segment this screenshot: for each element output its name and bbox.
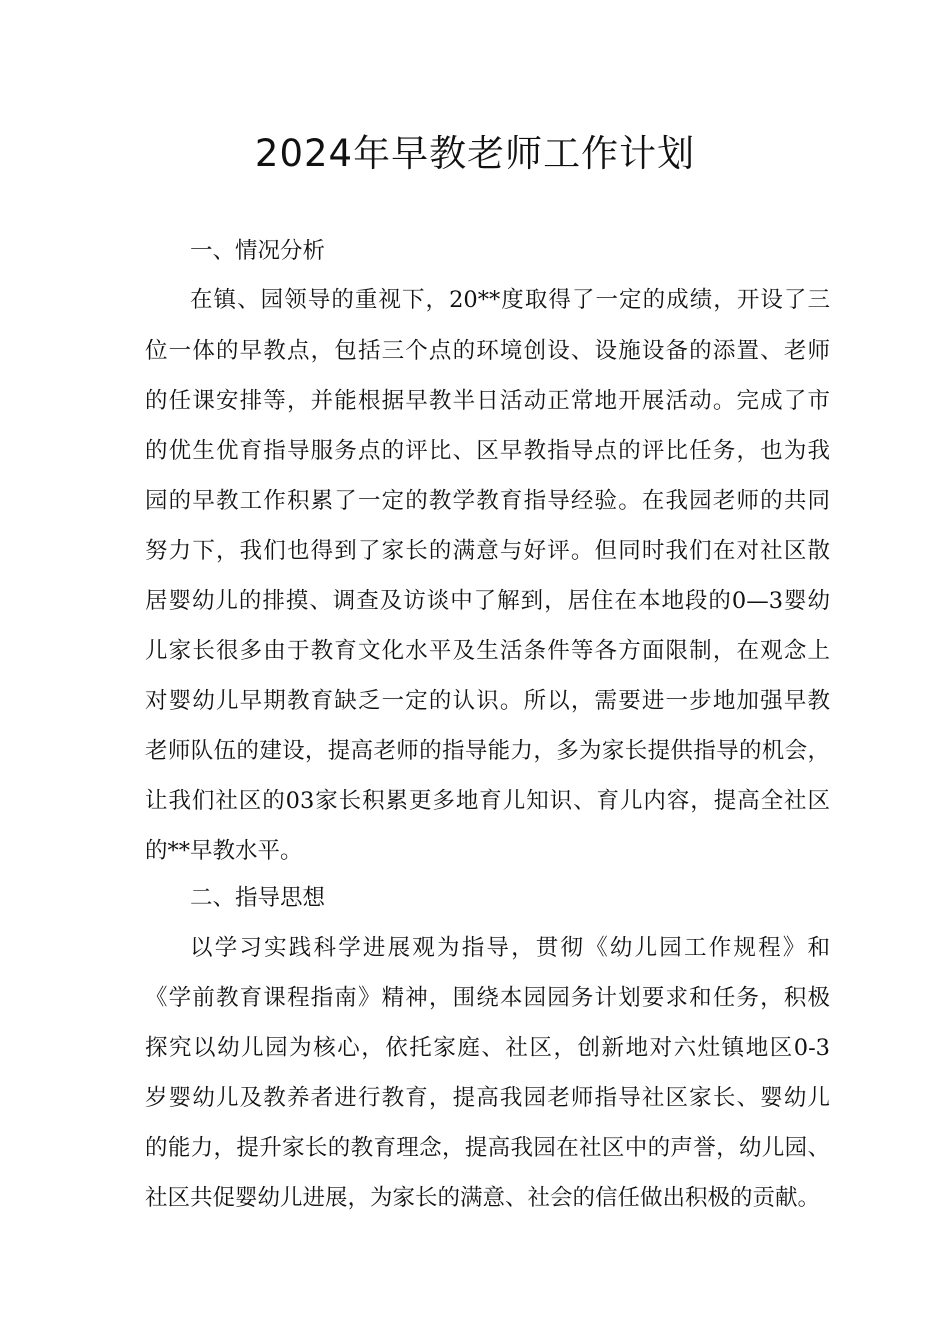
- paragraph-line: 的优生优育指导服务点的评比、区早教指导点的评比任务，也为我: [145, 438, 830, 464]
- section-heading-guiding-ideology: 二、指导思想: [190, 885, 326, 911]
- paragraph-line: 《学前教育课程指南》精神，围绕本园园务计划要求和任务，积极: [145, 985, 830, 1011]
- paragraph-line: 位一体的早教点，包括三个点的环境创设、设施设备的添置、老师: [145, 338, 830, 364]
- section-heading-situation-analysis: 一、情况分析: [190, 238, 326, 264]
- paragraph-line: 努力下，我们也得到了家长的满意与好评。但同时我们在对社区散: [145, 538, 830, 564]
- paragraph-line: 的能力，提升家长的教育理念，提高我园在社区中的声誉，幼儿园、: [145, 1135, 830, 1161]
- paragraph-line: 社区共促婴幼儿进展，为家长的满意、社会的信任做出积极的贡献。: [145, 1185, 821, 1211]
- paragraph-line: 以学习实践科学进展观为指导，贯彻《幼儿园工作规程》和: [190, 935, 830, 961]
- paragraph-line: 在镇、园领导的重视下，20**度取得了一定的成绩，开设了三: [190, 287, 830, 313]
- document-title: 2024年早教老师工作计划: [254, 132, 696, 175]
- paragraph-line: 探究以幼儿园为核心，依托家庭、社区，创新地对六灶镇地区0-3: [145, 1035, 830, 1061]
- paragraph-line: 岁婴幼儿及教养者进行教育，提高我园老师指导社区家长、婴幼儿: [145, 1085, 830, 1111]
- paragraph-line: 老师队伍的建设，提高老师的指导能力，多为家长提供指导的机会，: [145, 738, 830, 764]
- paragraph-line: 居婴幼儿的排摸、调查及访谈中了解到，居住在本地段的0—3婴幼: [145, 588, 830, 614]
- paragraph-line: 园的早教工作积累了一定的教学教育指导经验。在我园老师的共同: [145, 488, 830, 514]
- paragraph-line: 让我们社区的03家长积累更多地育儿知识、育儿内容，提高全社区: [145, 788, 830, 814]
- paragraph-line: 的**早教水平。: [145, 838, 303, 864]
- paragraph-line: 对婴幼儿早期教育缺乏一定的认识。所以，需要进一步地加强早教: [145, 688, 830, 714]
- paragraph-line: 儿家长很多由于教育文化水平及生活条件等各方面限制，在观念上: [145, 638, 830, 664]
- paragraph-line: 的任课安排等，并能根据早教半日活动正常地开展活动。完成了市: [145, 388, 830, 414]
